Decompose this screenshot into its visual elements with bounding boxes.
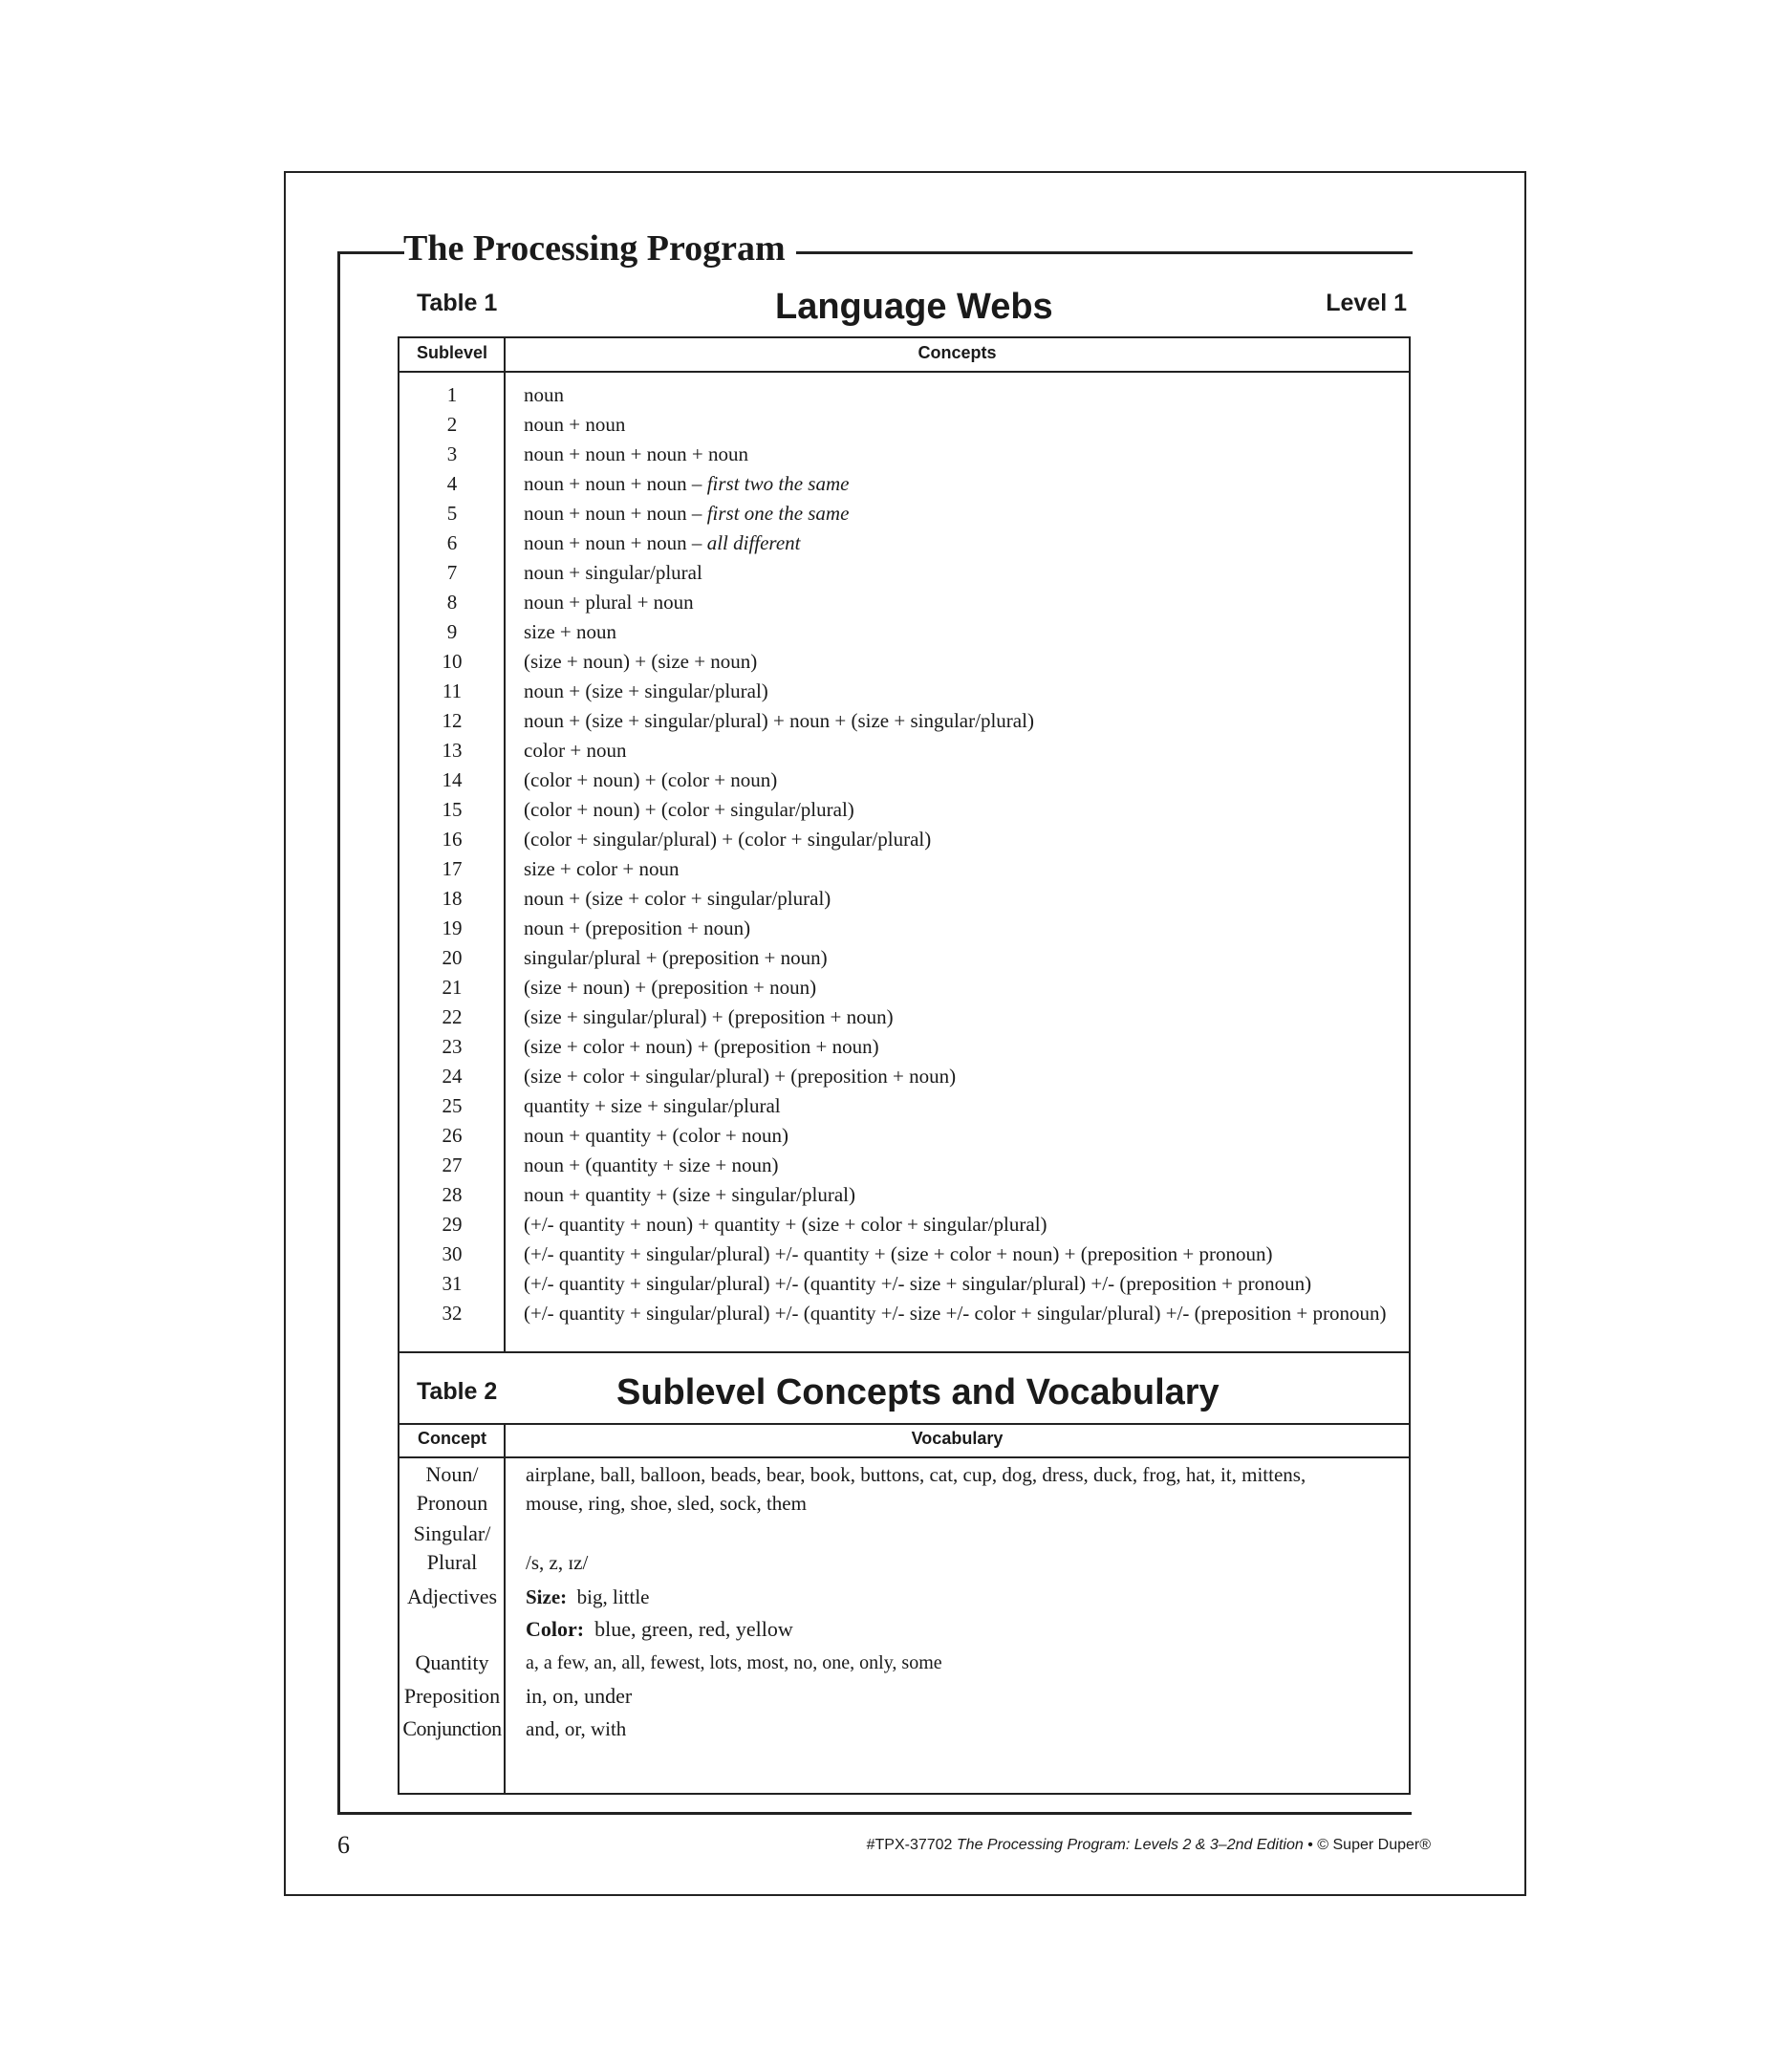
- vocab-size: Size: big, little: [526, 1585, 650, 1608]
- sublevel-number: 30: [442, 1242, 463, 1265]
- concept-label-quantity: Quantity: [415, 1650, 489, 1674]
- table1-title: Language Webs: [775, 287, 1053, 327]
- concept-column-header: Concept: [418, 1429, 486, 1448]
- page-number: 6: [337, 1831, 350, 1859]
- sublevel-number: 20: [442, 946, 463, 969]
- table2-title: Sublevel Concepts and Vocabulary: [616, 1372, 1220, 1412]
- sublevel-number: 2: [446, 413, 458, 436]
- concept-text: singular/plural + (preposition + noun): [524, 946, 828, 969]
- concept-text: (color + noun) + (color + noun): [524, 768, 778, 791]
- concept-label-singular-plural: Singular/ Plural: [413, 1521, 491, 1574]
- concept-text: noun + noun + noun – all different: [524, 531, 801, 554]
- sublevel-number: 23: [442, 1035, 463, 1058]
- concept-text: (size + noun) + (size + noun): [524, 650, 758, 673]
- title-rule: [398, 1423, 1411, 1425]
- vocab-color: Color: blue, green, red, yellow: [526, 1617, 793, 1641]
- concept-text: size + noun: [524, 620, 616, 643]
- level-label: Level 1: [1326, 290, 1407, 316]
- concept-text: (size + color + singular/plural) + (preposition + noun): [524, 1065, 957, 1088]
- sublevel-number: 12: [442, 709, 463, 732]
- sublevel-number: 21: [442, 976, 463, 999]
- concept-text: color + noun: [524, 739, 627, 762]
- concept-text: noun: [524, 383, 564, 406]
- sublevel-number: 6: [446, 531, 458, 554]
- sublevel-number: 29: [442, 1213, 463, 1236]
- sublevel-number: 10: [442, 650, 463, 673]
- sublevel-number: 5: [446, 502, 458, 525]
- concept-label-preposition: Preposition: [403, 1684, 501, 1708]
- sublevel-number: 24: [442, 1065, 463, 1088]
- sublevel-number: 7: [446, 561, 458, 584]
- sublevel-number: 4: [446, 472, 458, 495]
- concept-text: noun + noun + noun + noun: [524, 442, 749, 465]
- concept-text: (+/- quantity + singular/plural) +/- (quantity +/- size +/- color + singular/plural) +/- (preposition + pronoun): [524, 1302, 1387, 1325]
- concept-label-noun: Noun/ Pronoun: [416, 1462, 488, 1515]
- concept-text: (color + singular/plural) + (color + singular/plural): [524, 828, 932, 851]
- sublevel-number: 8: [446, 591, 458, 614]
- vocab-quantity: a, a few, an, all, fewest, lots, most, no, one, only, some: [526, 1652, 942, 1673]
- concept-text: noun + noun + noun – first one the same: [524, 502, 850, 525]
- sublevel-number: 27: [442, 1153, 463, 1176]
- sublevel-number: 22: [442, 1005, 463, 1028]
- concept-text: quantity + size + singular/plural: [524, 1094, 781, 1117]
- concept-text: (size + noun) + (preposition + noun): [524, 976, 817, 999]
- sublevel-number: 9: [446, 620, 458, 643]
- concept-text: noun + (size + singular/plural) + noun + (size + singular/plural): [524, 709, 1034, 732]
- concept-text: noun + plural + noun: [524, 591, 694, 614]
- bracket-rule: [796, 251, 1413, 254]
- sublevel-number: 1: [446, 383, 458, 406]
- sublevel-number: 26: [442, 1124, 463, 1147]
- concept-text: (+/- quantity + noun) + quantity + (size + color + singular/plural): [524, 1213, 1047, 1236]
- vocabulary-column-header: Vocabulary: [911, 1429, 1004, 1448]
- sublevel-number: 25: [442, 1094, 463, 1117]
- header-rule: [398, 371, 1411, 373]
- sublevel-column-header: Sublevel: [416, 343, 488, 362]
- footer-credit: #TPX-37702 The Processing Program: Levels 2 & 3–2nd Edition • © Super Duper®: [866, 1837, 1431, 1853]
- vocab-conjunction: and, or, with: [526, 1717, 627, 1740]
- concept-text: (color + noun) + (color + singular/plural): [524, 798, 854, 821]
- bracket-rule: [337, 1812, 1412, 1815]
- concept-text: noun + noun: [524, 413, 626, 436]
- sublevel-number: 32: [442, 1302, 463, 1325]
- header-rule: [398, 1456, 1411, 1458]
- sublevel-number: 19: [442, 916, 463, 939]
- concept-label-adjectives: Adjectives: [406, 1585, 498, 1608]
- concept-text: noun + quantity + (size + singular/plural): [524, 1183, 855, 1206]
- sublevel-number: 15: [442, 798, 463, 821]
- concept-text: noun + (quantity + size + noun): [524, 1153, 779, 1176]
- sublevel-number: 3: [446, 442, 458, 465]
- sublevel-number: 16: [442, 828, 463, 851]
- program-title: The Processing Program: [403, 228, 786, 269]
- concepts-column-header: Concepts: [918, 343, 997, 362]
- vocab-noun: airplane, ball, balloon, beads, bear, book, buttons, cat, cup, dog, dress, duck, frog, hat, it, mittens, mouse, ring, shoe, sled, sock, them: [526, 1463, 1306, 1515]
- concept-text: noun + singular/plural: [524, 561, 702, 584]
- table1-label: Table 1: [417, 290, 498, 316]
- concept-text: (+/- quantity + singular/plural) +/- quantity + (size + color + noun) + (preposition + pronoun): [524, 1242, 1273, 1265]
- sublevel-number: 18: [442, 887, 463, 910]
- sublevel-number: 28: [442, 1183, 463, 1206]
- concept-text: (+/- quantity + singular/plural) +/- (quantity +/- size + singular/plural) +/- (preposition + pronoun): [524, 1272, 1312, 1295]
- concept-text: noun + quantity + (color + noun): [524, 1124, 788, 1147]
- sublevel-number: 13: [442, 739, 463, 762]
- bracket-rule: [337, 251, 404, 254]
- table2-label: Table 2: [417, 1378, 498, 1405]
- vocab-preposition: in, on, under: [526, 1684, 633, 1708]
- sublevel-number: 31: [442, 1272, 463, 1295]
- sublevel-number: 17: [442, 857, 463, 880]
- concept-text: noun + (size + singular/plural): [524, 679, 768, 702]
- sublevel-number: 14: [442, 768, 463, 791]
- vocab-singular-plural: /s, z, ɪz/: [526, 1551, 589, 1574]
- concept-text: size + color + noun: [524, 857, 680, 880]
- sublevel-number: 11: [442, 679, 463, 702]
- concept-label-conjunction: Conjunction: [402, 1716, 502, 1740]
- concept-text: noun + noun + noun – first two the same: [524, 472, 850, 495]
- concept-text: (size + singular/plural) + (preposition + noun): [524, 1005, 894, 1028]
- concept-text: noun + (size + color + singular/plural): [524, 887, 831, 910]
- concept-text: noun + (preposition + noun): [524, 916, 751, 939]
- bracket-rule: [337, 251, 340, 1814]
- concept-text: (size + color + noun) + (preposition + noun): [524, 1035, 879, 1058]
